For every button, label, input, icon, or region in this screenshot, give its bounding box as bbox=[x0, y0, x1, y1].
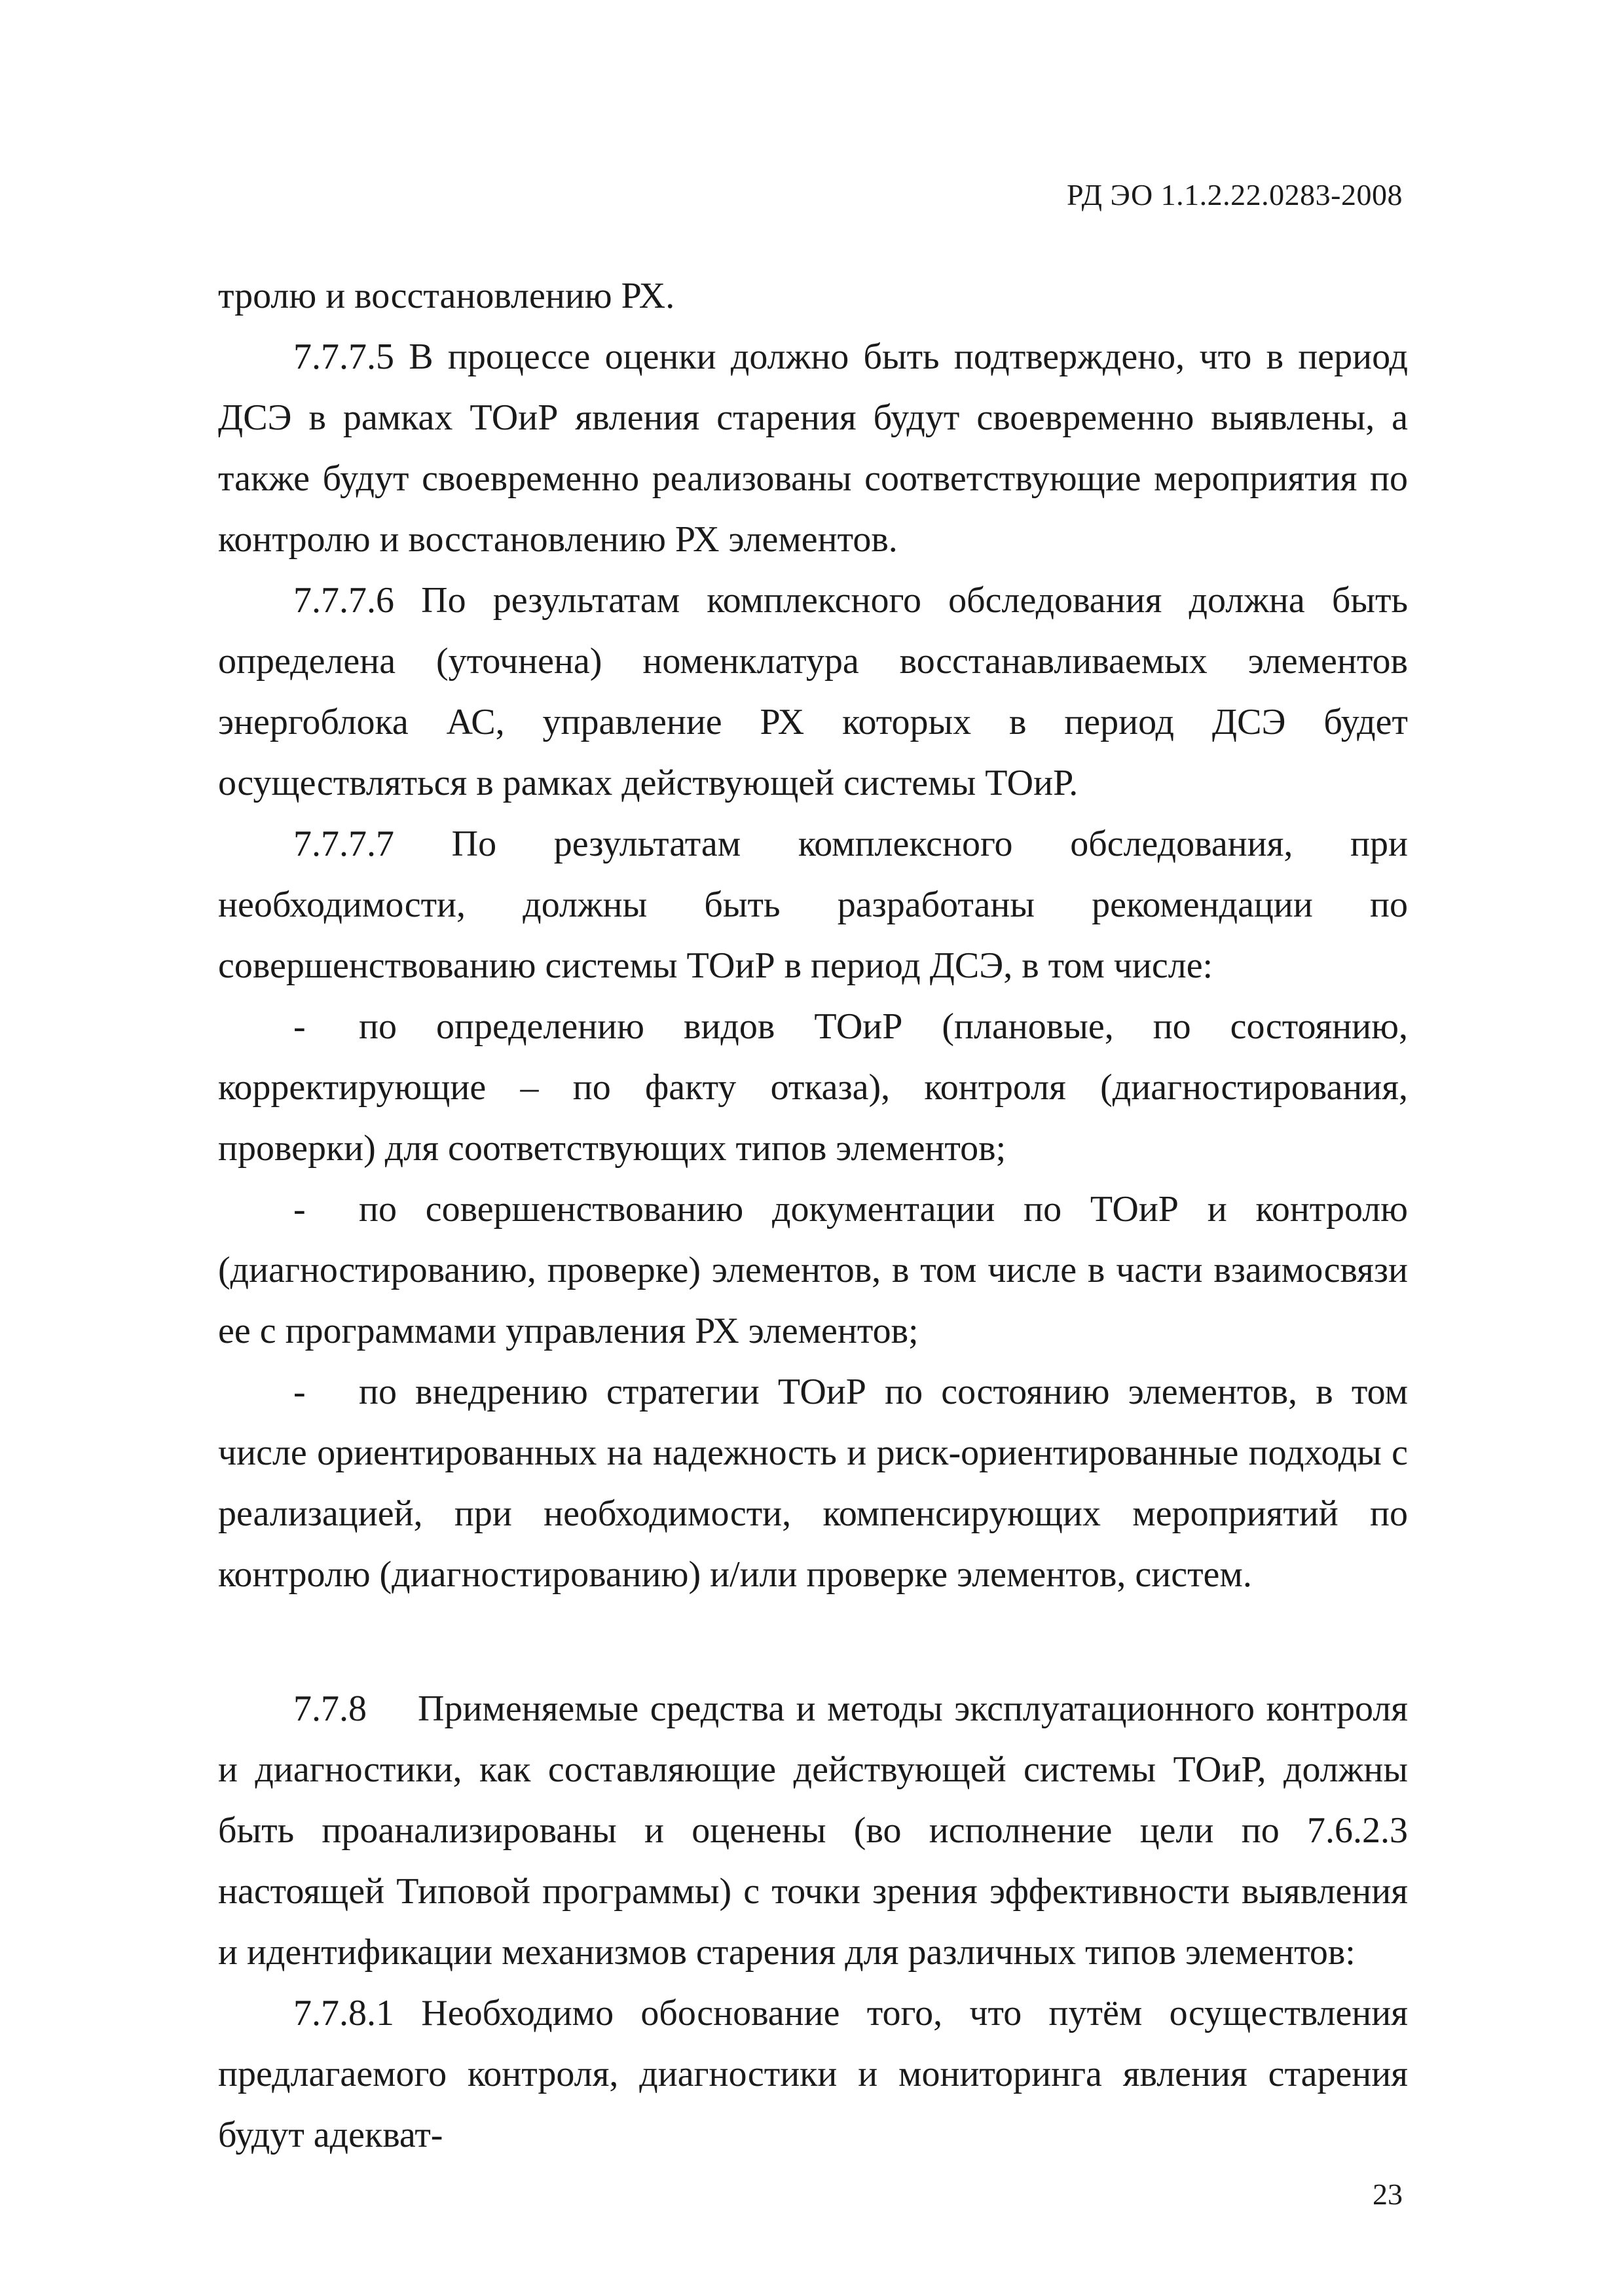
list-item-text: по определению видов ТОиР (плановые, по состоянию, корректирующие – по факту отказа), контроля (диагностирования, проверки) для соответствующих типов элементов; bbox=[218, 1006, 1408, 1169]
paragraph-7-7-8 bbox=[218, 1679, 1408, 1983]
list-item bbox=[218, 996, 1408, 1179]
paragraph-continuation: тролю и восстановлению РХ. bbox=[218, 276, 675, 316]
list-item-text: по внедрению стратегии ТОиР по состоянию элементов, в том числе ориентированных на надежность и риск-ориентированные подходы с реализацией, при необходимости, компенсирующих мероприятий по контролю (диагностированию) и/или проверке элементов, систем. bbox=[218, 1372, 1408, 1595]
paragraph-7-7-7-7: 7.7.7.7 По результатам комплексного обследования, при необходимости, должны быть разработаны рекомендации по совершенствованию системы ТОиР в период ДСЭ, в том числе: bbox=[218, 824, 1408, 986]
paragraph-7-7-7-5: 7.7.7.5 В процессе оценки должно быть подтверждено, что в период ДСЭ в рамках ТОиР явления старения будут своевременно выявлены, а также будут своевременно реализованы соответствующие мероприятия по контролю и восстановлению РХ элементов. bbox=[218, 337, 1408, 560]
list-item bbox=[218, 1179, 1408, 1362]
list-item bbox=[218, 1362, 1408, 1605]
document-code-header: РД ЭО 1.1.2.22.0283-2008 bbox=[1067, 178, 1403, 211]
list-dash: - bbox=[293, 1006, 306, 1047]
paragraph-7-7-7-6: 7.7.7.6 По результатам комплексного обследования должна быть определена (уточнена) номенклатура восстанавливаемых элементов энергоблока АС, управление РХ которых в период ДСЭ будет осуществляться в рамках действующей системы ТОиР. bbox=[218, 580, 1408, 803]
list-item-text: по совершенствованию документации по ТОиР и контролю (диагностированию, проверке) элементов, в том числе в части взаимосвязи ее с программами управления РХ элементов; bbox=[218, 1189, 1408, 1351]
document-body bbox=[218, 266, 1408, 2166]
list-dash: - bbox=[293, 1189, 306, 1230]
section-text: Применяемые средства и методы эксплуатационного контроля и диагностики, как составляющие действующей системы ТОиР, должны быть проанализированы и оценены (во исполнение цели по 7.6.2.3 настоящей Типовой программы) с точки зрения эффективности выявления и идентификации механизмов старения для различных типов элементов: bbox=[218, 1688, 1408, 1973]
page-number: 23 bbox=[1373, 2178, 1403, 2211]
paragraph-7-7-8-1: 7.7.8.1 Необходимо обоснование того, что путём осуществления предлагаемого контроля, диагностики и мониторинга явления старения будут адекват- bbox=[218, 1993, 1408, 2155]
list-dash: - bbox=[293, 1372, 306, 1412]
section-number: 7.7.8 bbox=[293, 1688, 367, 1729]
